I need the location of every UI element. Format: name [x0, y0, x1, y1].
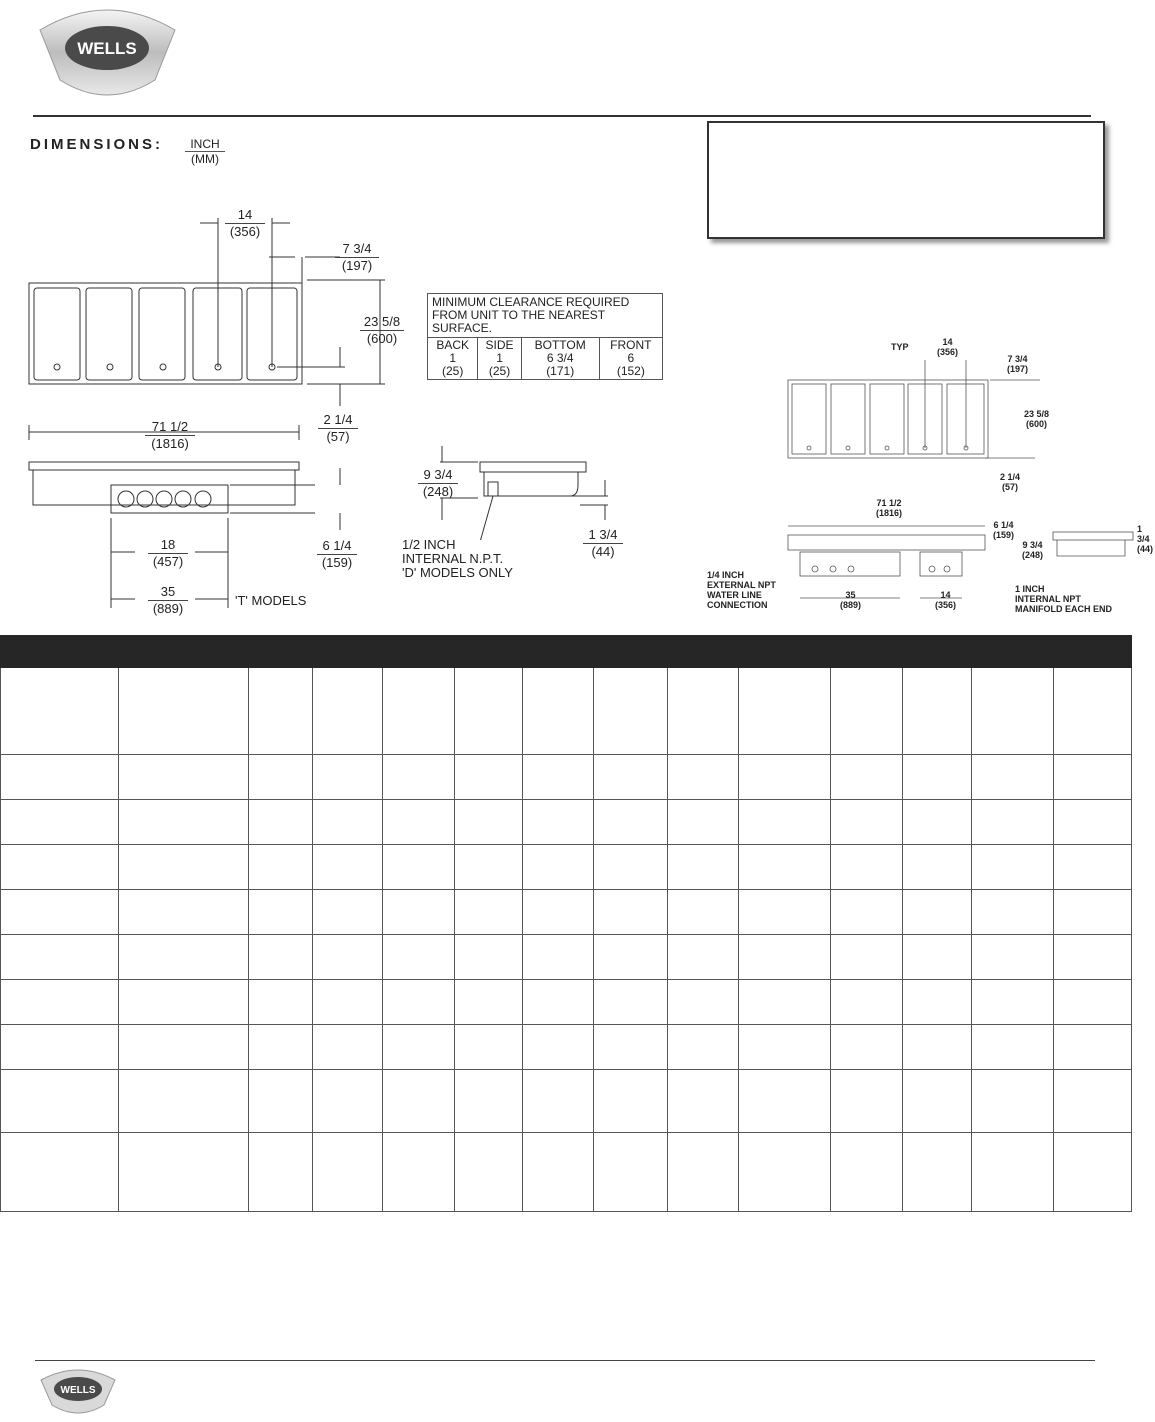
- table-row: [1, 980, 1132, 1025]
- typ-label: TYP: [891, 342, 909, 352]
- dim-71-1-2: 71 1/2 (1816): [145, 419, 195, 452]
- dimensions-heading: DIMENSIONS:: [30, 136, 164, 153]
- clearance-front: FRONT 6 (152): [599, 338, 662, 380]
- r-dim-7-3-4: 7 3/4 (197): [1007, 354, 1029, 374]
- header-rule: [33, 115, 1091, 117]
- table-row: [1, 890, 1132, 935]
- r-dim-1-3-4: 1 3/4 (44): [1137, 524, 1154, 554]
- r-note-water-line: 1/4 INCH EXTERNAL NPT WATER LINE CONNECTION: [707, 570, 776, 610]
- clearance-title: MINIMUM CLEARANCE REQUIRED FROM UNIT TO THE NEAREST SURFACE.: [428, 294, 663, 338]
- r-dim-23-5-8: 23 5/8 (600): [1024, 409, 1050, 429]
- table-row: [1, 935, 1132, 980]
- dim-35: 35 (889): [148, 584, 188, 617]
- r-dim-14b: 14 (356): [935, 590, 957, 610]
- right-dimension-drawing: [785, 340, 1155, 620]
- spec-table-title-band: [1, 636, 1132, 668]
- dim-2-1-4: 2 1/4 (57): [318, 412, 358, 445]
- logo-text: WELLS: [77, 39, 137, 58]
- dim-1-3-4: 1 3/4 (44): [583, 527, 623, 560]
- dim-7-3-4: 7 3/4 (197): [335, 241, 379, 274]
- side-view-drawing: [430, 440, 630, 540]
- dim-6-1-4: 6 1/4 (159): [317, 538, 357, 571]
- npt-note: 1/2 INCH INTERNAL N.P.T. 'D' MODELS ONLY: [402, 537, 513, 580]
- dim-9-3-4: 9 3/4 (248): [418, 467, 458, 500]
- table-row: [1, 845, 1132, 890]
- r-dim-71-1-2: 71 1/2 (1816): [876, 498, 903, 518]
- dim-18: 18 (457): [148, 537, 188, 570]
- footer-rule: [35, 1360, 1095, 1361]
- clearance-side: SIDE 1 (25): [478, 338, 521, 380]
- footer-wells-logo: [38, 1365, 118, 1417]
- unit-mm: (MM): [191, 152, 219, 166]
- r-dim-6-1-4: 6 1/4 (159): [993, 520, 1015, 540]
- notice-box: [707, 121, 1105, 239]
- table-row: [1, 755, 1132, 800]
- t-models-label: 'T' MODELS: [235, 593, 307, 608]
- clearance-back: BACK 1 (25): [428, 338, 478, 380]
- unit-legend: [185, 137, 225, 166]
- table-row: [1, 800, 1132, 845]
- r-dim-35: 35 (889): [840, 590, 862, 610]
- clearance-table: [427, 293, 663, 380]
- r-note-manifold: 1 INCH INTERNAL NPT MANIFOLD EACH END: [1015, 584, 1112, 614]
- r-dim-9-3-4: 9 3/4 (248): [1022, 540, 1044, 560]
- r-dim-14: 14 (356): [937, 337, 959, 357]
- table-row: [1, 1025, 1132, 1070]
- r-dim-2-1-4: 2 1/4 (57): [1000, 472, 1021, 492]
- footer-logo-text: WELLS: [60, 1385, 96, 1396]
- table-row: [1, 1070, 1132, 1133]
- dim-23-5-8: 23 5/8 (600): [360, 314, 404, 347]
- spec-table-header: [1, 668, 1132, 755]
- wells-logo: [35, 0, 180, 100]
- unit-inch: INCH: [185, 137, 225, 152]
- table-row: [1, 1133, 1132, 1212]
- clearance-bottom: BOTTOM 6 3/4 (171): [521, 338, 599, 380]
- spec-table: [0, 635, 1132, 1212]
- dim-14: 14 (356): [225, 207, 265, 240]
